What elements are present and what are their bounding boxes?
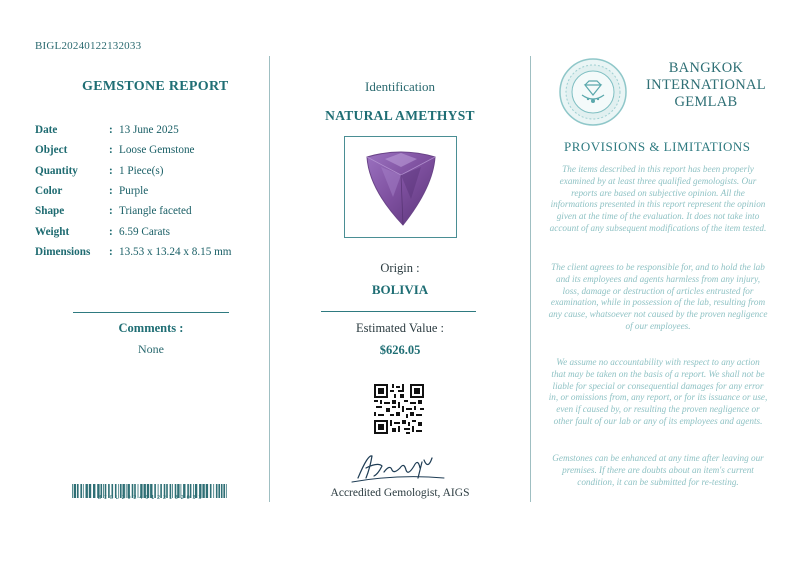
spec-label: Quantity: [35, 164, 78, 177]
spec-label: Dimensions: [35, 245, 91, 258]
lab-name-line: GEMLAB: [674, 94, 738, 110]
report-title: GEMSTONE REPORT: [82, 79, 229, 94]
spec-label: Object: [35, 144, 68, 157]
estimated-value-label: Estimated Value :: [356, 321, 444, 335]
origin-label: Origin :: [380, 261, 420, 275]
comments-value: None: [138, 342, 164, 356]
estimated-value: $626.05: [379, 343, 421, 357]
spec-row-dimensions: [35, 242, 270, 262]
provisions-paragraph: The client agrees to be responsible for, and to hold the lab and its employees and agents harmless from any injury, loss, damage or destruction of articles entrusted for examination, while in possession of the lab, resulting from any cause, whatsoever not caused by the proven negligence of our employees.: [548, 262, 768, 331]
spec-value: Triangle faceted: [119, 205, 192, 218]
spec-list: [35, 120, 270, 262]
stone-name: NATURAL AMETHYST: [325, 108, 475, 123]
spec-value: Purple: [119, 185, 149, 198]
origin-value: BOLIVIA: [371, 282, 429, 297]
spec-value: 1 Piece(s): [119, 164, 164, 177]
provisions-paragraph: Gemstones can be enhanced at any time after leaving our premises. If there are doubts about an item's current condition, it can be submitted for re-testing.: [552, 453, 764, 487]
comments-label: Comments :: [118, 321, 184, 335]
spec-row-object: [35, 140, 270, 160]
signature-caption: Accredited Gemologist, AIGS: [330, 487, 470, 499]
spec-colon: :: [109, 225, 113, 238]
spec-colon: :: [109, 144, 113, 157]
spec-value: Loose Gemstone: [119, 144, 195, 157]
provisions-paragraph: The items described in this report has been properly examined by at least three qualified gemologists. Our reports are based on subjective opinion. All the informations presented in this report represent the opinion given at the time of the evaluation. It does not take into account of any subsequent modifications of the item tested.: [549, 164, 767, 233]
spec-row-color: [35, 181, 270, 201]
spec-label: Weight: [35, 225, 70, 238]
value-divider: [321, 311, 476, 312]
spec-value: 6.59 Carats: [119, 225, 170, 238]
identification-label: Identification: [364, 79, 436, 94]
spec-row-shape: [35, 201, 270, 221]
spec-row-weight: [35, 221, 270, 241]
spec-colon: :: [109, 185, 113, 198]
spec-colon: :: [109, 245, 113, 258]
lab-seal-logo: [558, 57, 628, 127]
provisions-title: PROVISIONS & LIMITATIONS: [564, 139, 751, 154]
spec-colon: :: [109, 164, 113, 177]
gemologist-signature: [348, 448, 448, 486]
report-id: BIGL20240122132033: [35, 40, 142, 52]
spec-value: 13.53 x 13.24 x 8.15 mm: [119, 245, 232, 258]
spec-colon: :: [109, 205, 113, 218]
spec-label: Color: [35, 185, 63, 198]
lab-name-line: INTERNATIONAL: [646, 77, 766, 93]
lab-name: [636, 60, 776, 111]
qr-code[interactable]: [374, 384, 424, 434]
spec-label: Date: [35, 124, 58, 137]
spec-row-quantity: [35, 161, 270, 181]
spec-value: 13 June 2025: [119, 124, 179, 137]
amethyst-image: [345, 137, 456, 237]
spec-label: Shape: [35, 205, 65, 218]
comments-divider: [73, 312, 229, 313]
spec-row-date: [35, 120, 270, 140]
gemstone-photo: [344, 136, 457, 238]
lab-name-line: BANGKOK: [668, 60, 744, 76]
divider-right: [530, 56, 531, 502]
barcode-text: BIGL20240122132033: [97, 495, 205, 501]
provisions-paragraph: We assume no accountability with respect to any action that may be taken on the basis of a report. We shall not be liable for special or consequential damages for any error in, or omissions from, any report, or for its issuance or use, even if caused by, or resulting the proven negligence or other fault of our lab or any of its employees and agents.: [548, 357, 768, 426]
spec-colon: :: [109, 124, 113, 137]
